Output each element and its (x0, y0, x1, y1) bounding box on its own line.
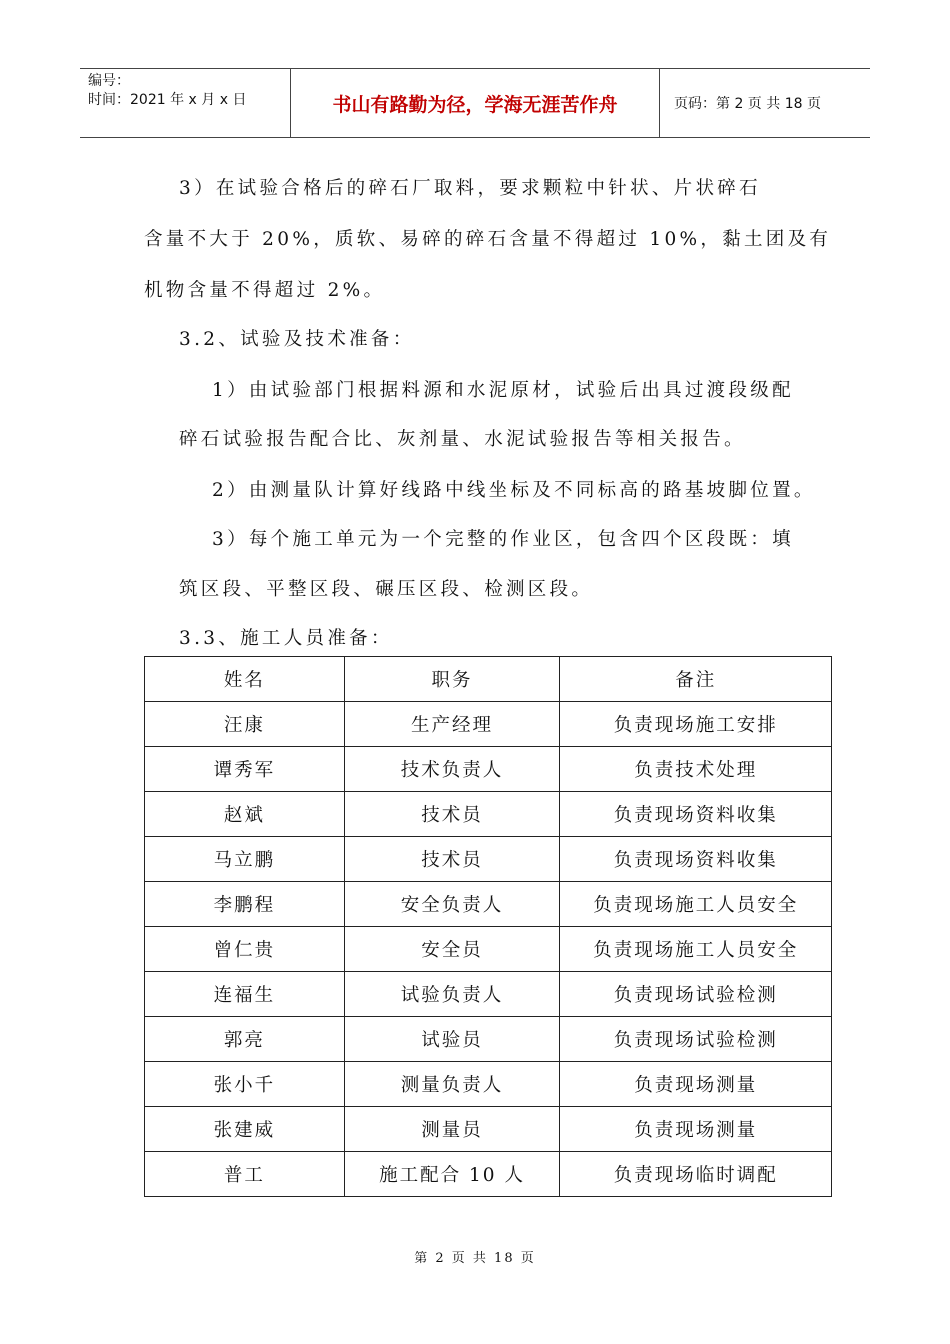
cell-name: 赵斌 (145, 792, 345, 837)
table-row (145, 1152, 832, 1197)
cell-name: 普工 (145, 1152, 345, 1197)
document-date: 时间：2021 年 x 月 x 日 (88, 92, 247, 108)
paragraph-line: 3）在试验合格后的碎石厂取料，要求颗粒中针状、片状碎石 (179, 178, 761, 199)
cell-remarks: 负责现场试验检测 (560, 972, 832, 1017)
table-row (145, 1107, 832, 1152)
header-motto: 书山有路勤为径，学海无涯苦作舟 (291, 69, 660, 137)
paragraph-line: 机物含量不得超过 2%。 (144, 280, 386, 301)
cell-remarks: 负责现场测量 (560, 1107, 832, 1152)
cell-name: 郭亮 (145, 1017, 345, 1062)
cell-position: 测量员 (344, 1107, 560, 1152)
paragraph-line: 筑区段、平整区段、碾压区段、检测区段。 (179, 579, 594, 600)
staff-table (144, 656, 832, 1197)
cell-name: 马立鹏 (145, 837, 345, 882)
cell-name: 张建威 (145, 1107, 345, 1152)
table-row (145, 927, 832, 972)
table-header-row (145, 657, 832, 702)
cell-name: 曾仁贵 (145, 927, 345, 972)
paragraph-line: 2）由测量队计算好线路中线坐标及不同标高的路基坡脚位置。 (212, 480, 816, 501)
column-header-remarks: 备注 (560, 657, 832, 702)
table-row (145, 972, 832, 1017)
cell-name: 张小千 (145, 1062, 345, 1107)
cell-remarks: 负责现场施工人员安全 (560, 927, 832, 972)
cell-position: 技术员 (344, 837, 560, 882)
cell-name: 谭秀军 (145, 747, 345, 792)
header-meta (80, 69, 291, 137)
page-footer: 第 2 页 共 18 页 (414, 1251, 536, 1266)
cell-name: 连福生 (145, 972, 345, 1017)
cell-remarks: 负责现场试验检测 (560, 1017, 832, 1062)
cell-position: 技术负责人 (344, 747, 560, 792)
cell-remarks: 负责技术处理 (560, 747, 832, 792)
cell-remarks: 负责现场测量 (560, 1062, 832, 1107)
cell-position: 安全员 (344, 927, 560, 972)
column-header-position: 职务 (344, 657, 560, 702)
cell-position: 生产经理 (344, 702, 560, 747)
table-row (145, 1017, 832, 1062)
column-header-name: 姓名 (145, 657, 345, 702)
cell-position: 技术员 (344, 792, 560, 837)
cell-name: 李鹏程 (145, 882, 345, 927)
header-page-info: 页码：第 2 页 共 18 页 (674, 96, 821, 112)
cell-remarks: 负责现场施工人员安全 (560, 882, 832, 927)
section-heading: 3.3、施工人员准备： (179, 628, 393, 649)
cell-position: 试验负责人 (344, 972, 560, 1017)
paragraph-line: 1）由试验部门根据料源和水泥原材，试验后出具过渡段级配 (212, 380, 794, 401)
cell-remarks: 负责现场资料收集 (560, 837, 832, 882)
table-row (145, 882, 832, 927)
table-row (145, 747, 832, 792)
cell-position: 测量负责人 (344, 1062, 560, 1107)
table-row (145, 1062, 832, 1107)
section-heading: 3.2、试验及技术准备： (179, 329, 415, 350)
cell-remarks: 负责现场资料收集 (560, 792, 832, 837)
table-row (145, 702, 832, 747)
cell-name: 汪康 (145, 702, 345, 747)
cell-position: 试验员 (344, 1017, 560, 1062)
cell-remarks: 负责现场施工安排 (560, 702, 832, 747)
paragraph-line: 3）每个施工单元为一个完整的作业区，包含四个区段既：填 (212, 529, 794, 550)
paragraph-line: 含量不大于 20%，质软、易碎的碎石含量不得超过 10%，黏土团及有 (144, 229, 832, 250)
page-header (80, 68, 870, 138)
paragraph-line: 碎石试验报告配合比、灰剂量、水泥试验报告等相关报告。 (179, 429, 746, 450)
document-number-label: 编号： (88, 73, 130, 89)
table-row (145, 792, 832, 837)
cell-position: 安全负责人 (344, 882, 560, 927)
cell-remarks: 负责现场临时调配 (560, 1152, 832, 1197)
cell-position: 施工配合 10 人 (344, 1152, 560, 1197)
table-row (145, 837, 832, 882)
